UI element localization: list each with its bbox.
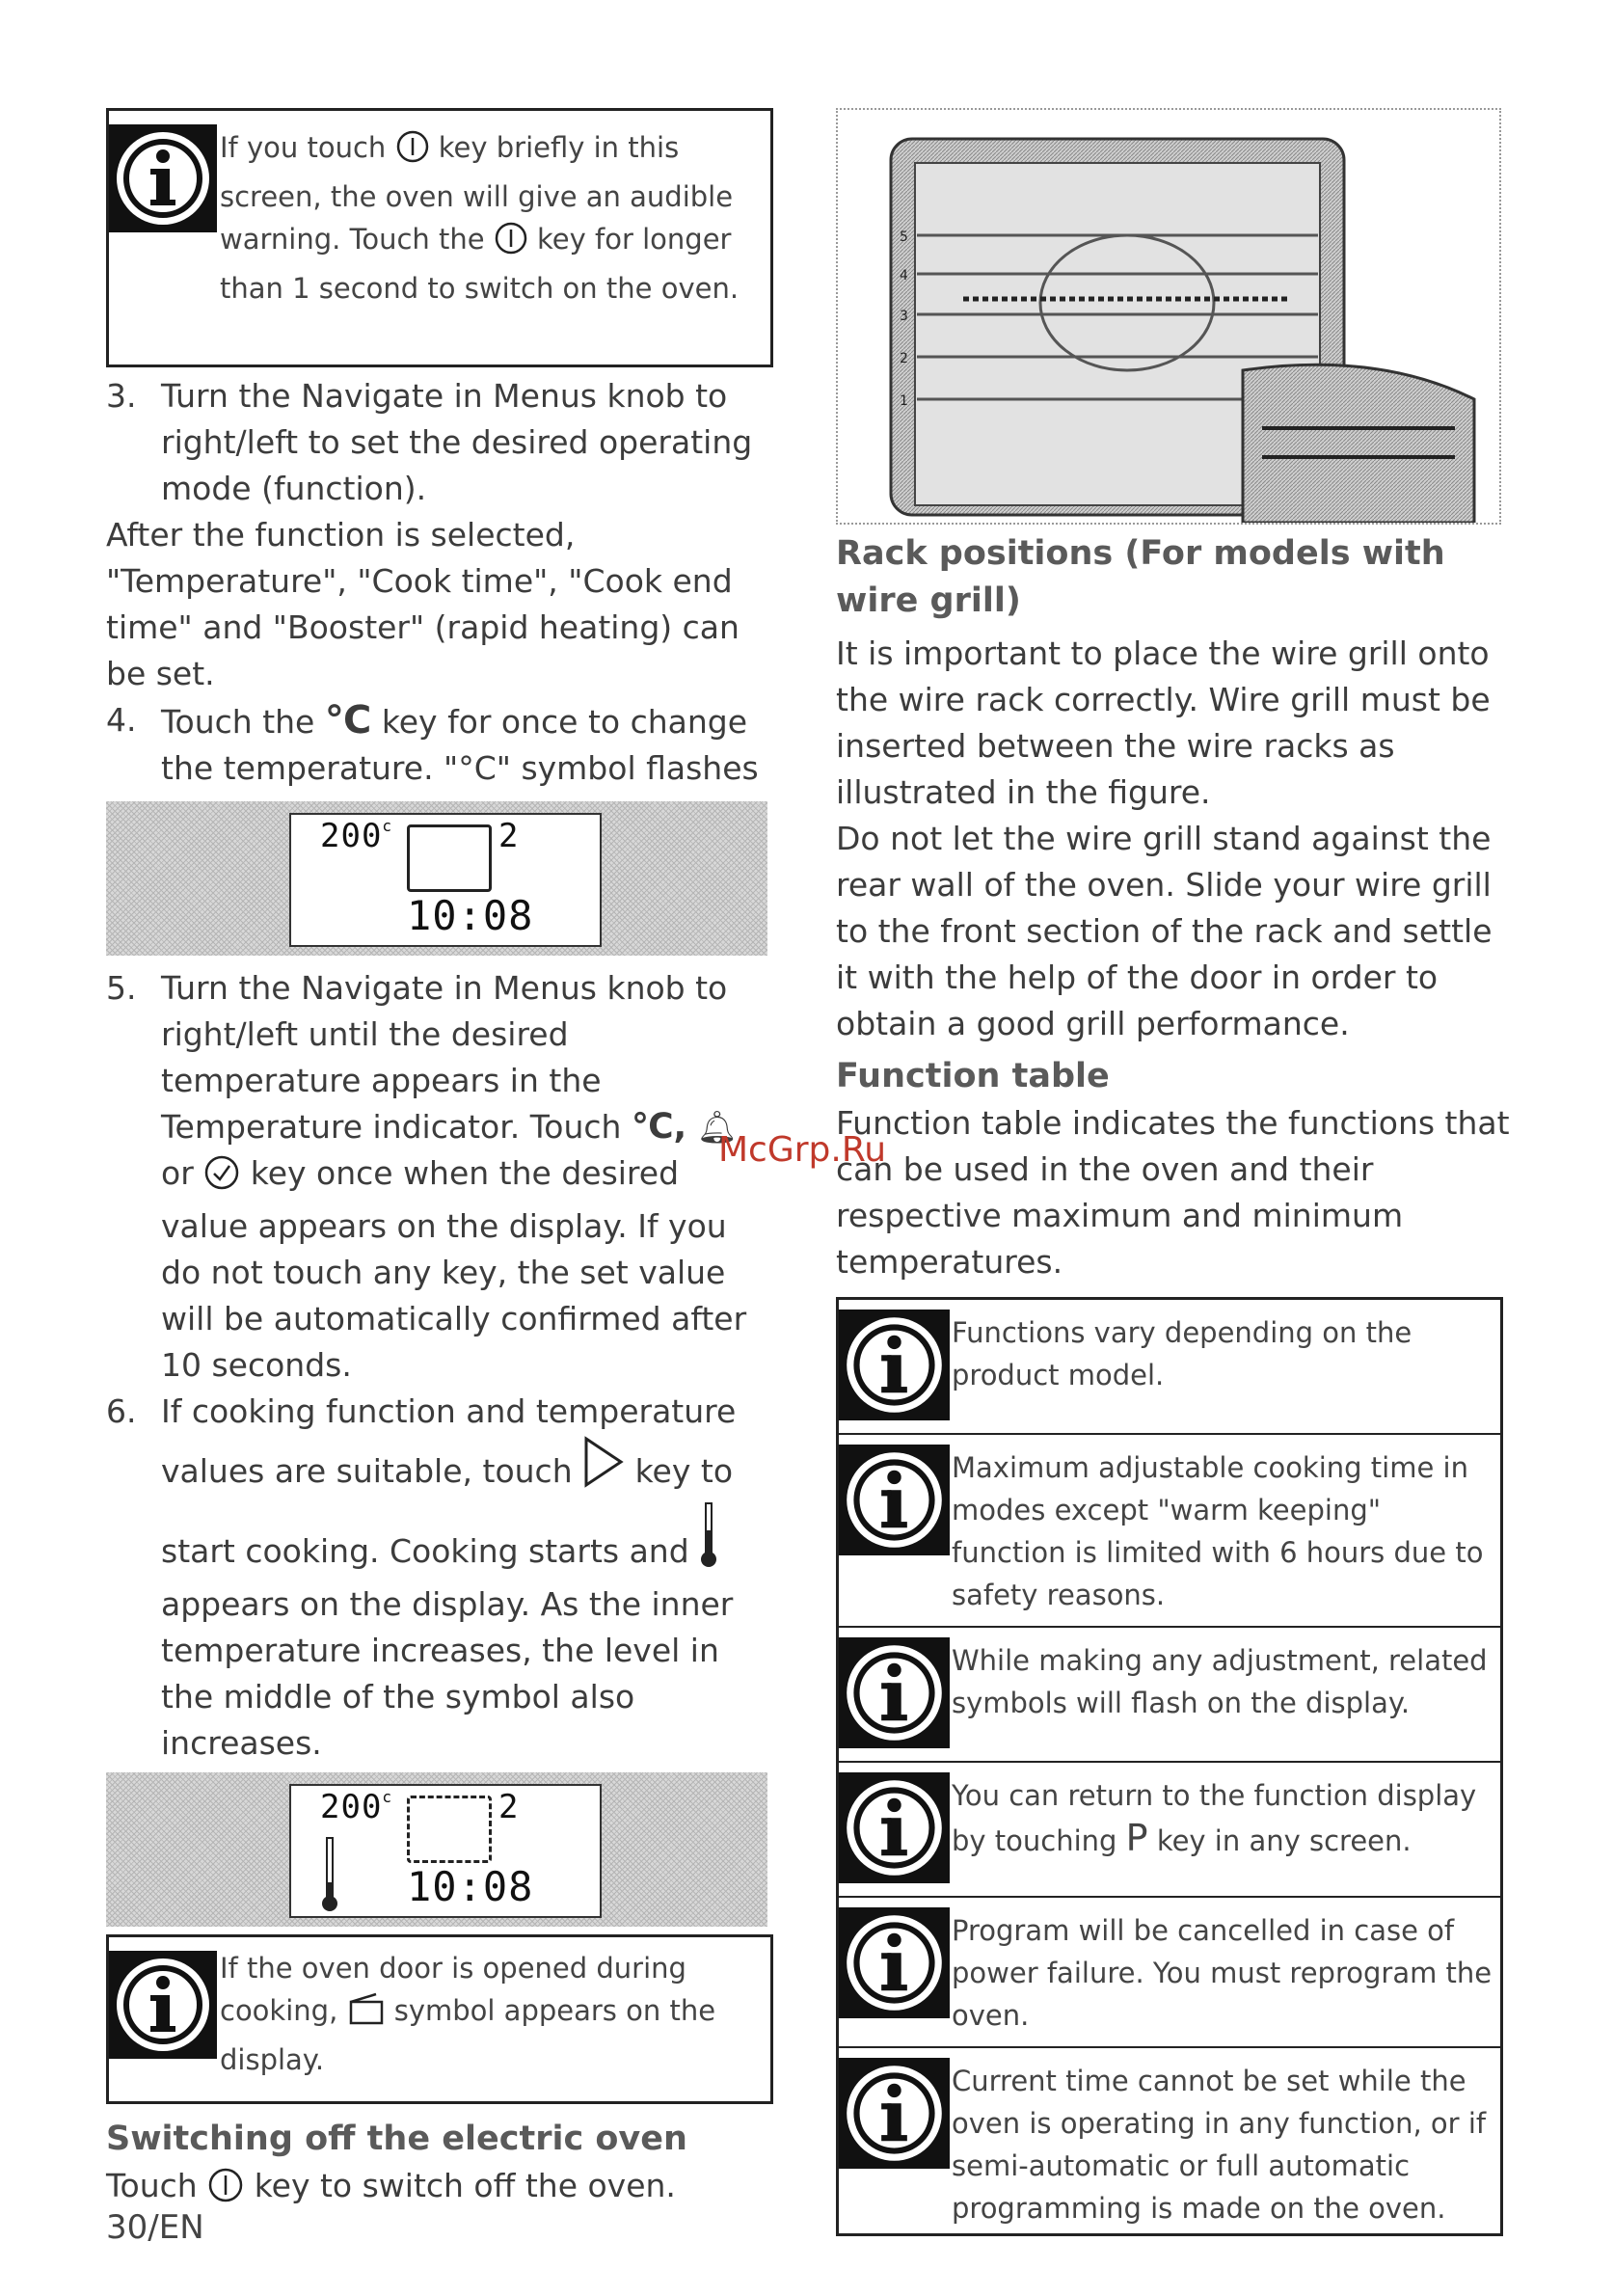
info-text-b: symbol appears on the display. <box>220 1994 716 2076</box>
lcd-display <box>289 813 602 947</box>
lcd-temperature: 200$^c$ <box>320 1788 393 1826</box>
info-icon <box>839 1445 950 1555</box>
display-panel-2 <box>106 1772 767 1927</box>
switch-off-text-b: key to switch off the oven. <box>254 2167 676 2204</box>
oven-symbol-icon <box>407 824 492 892</box>
rack-number: 1 <box>900 393 908 409</box>
p-key-icon: P <box>1125 1817 1148 1859</box>
info-icon <box>109 124 217 232</box>
step-number: 6. <box>106 1392 137 1430</box>
step-or: or <box>161 1154 194 1192</box>
celsius-key-icon: ℃ <box>324 698 372 743</box>
step-text-a: Touch the <box>161 703 315 741</box>
note-text: You can return to the function display by touching P key in any screen. <box>952 1779 1477 1859</box>
info-box-power-key <box>106 108 773 367</box>
step-text-b: key for once to change the temperature. "°C" symbol flashes <box>161 703 759 787</box>
switch-off-paragraph <box>106 2163 771 2216</box>
step-number: 5. <box>106 969 137 1007</box>
step-3 <box>106 373 771 512</box>
lcd-clock: 10:08 <box>407 892 534 939</box>
rack-paragraph-2: Do not let the wire grill stand against the rear wall of the oven. Slide your wire grill to the front section of the rack and settle it with the help of the door in order to obtain a good grill performance. <box>836 820 1493 1042</box>
oven-rack-figure <box>836 108 1501 525</box>
info-text-b: key briefly in this screen, the oven will give an audible warning. Touch the <box>220 131 734 256</box>
watermark: McGrp.Ru <box>718 1130 887 1170</box>
right-column <box>836 108 1516 2236</box>
power-key-icon <box>494 221 528 267</box>
lcd-display <box>289 1784 602 1918</box>
paragraph-after-function: After the function is selected, "Temperature", "Cook time", "Cook end time" and "Booster" (rapid heating) can be set. <box>106 516 740 692</box>
lcd-clock: 10:08 <box>407 1863 534 1910</box>
left-column <box>106 108 771 2216</box>
clock-key-icon <box>203 1154 240 1203</box>
rack-number: 3 <box>900 309 908 324</box>
thermometer-icon <box>699 1501 718 1581</box>
info-icon <box>839 1637 950 1748</box>
start-key-icon <box>582 1435 625 1501</box>
heading-rack-positions: Rack positions (For models with wire grill) <box>836 534 1445 620</box>
step-text-a: Turn the Navigate in Menus knob to right/left until the desired temperature appears in the Temperature indicator. Touch <box>161 969 728 1146</box>
step-text-a: If cooking function and temperature values are suitable, touch <box>161 1392 737 1490</box>
note-text: Maximum adjustable cooking time in modes except "warm keeping" function is limited with 6 hours due to safety reasons. <box>952 1451 1484 1611</box>
info-icon <box>839 1907 950 2018</box>
step-4 <box>106 697 771 792</box>
info-note <box>839 1763 1500 1898</box>
step-text-b: key to start cooking. Cooking starts and <box>161 1452 734 1570</box>
step-6 <box>106 1389 771 1767</box>
step-text-c: appears on the display. As the inner temperature increases, the level in the middle of the symbol also increases. <box>161 1585 734 1762</box>
step-text: Turn the Navigate in Menus knob to right/left to set the desired operating mode (function). <box>161 377 753 507</box>
lcd-temperature: 200$^c$ <box>320 817 393 855</box>
switch-off-text-a: Touch <box>106 2167 198 2204</box>
page-number: 30/EN <box>106 2208 204 2247</box>
info-notes-list <box>836 1297 1503 2236</box>
rack-paragraph-1: It is important to place the wire grill onto the wire rack correctly. Wire grill must be inserted between the wire racks as illustrated in the figure. <box>836 635 1491 811</box>
rack-number: 4 <box>900 268 908 284</box>
heading-function-table: Function table <box>836 1057 1110 1095</box>
info-note <box>839 2048 1500 2233</box>
info-note <box>839 1300 1500 1435</box>
step-text-b: key once when the desired value appears on the display. If you do not touch any key, the set value will be automatically confirmed after 10 seconds. <box>161 1154 747 1384</box>
rack-number: 2 <box>900 351 908 366</box>
bell-key-icon: 🔔︎ <box>696 1108 738 1146</box>
oven-illustration <box>838 110 1499 523</box>
note-text: Program will be cancelled in case of power failure. You must reprogram the oven. <box>952 1914 1493 2032</box>
thermometer-icon <box>320 1836 339 1913</box>
info-icon <box>839 1772 950 1883</box>
lcd-level: 2 <box>498 1788 519 1826</box>
info-icon <box>839 1310 950 1420</box>
step-5 <box>106 965 771 1389</box>
info-note <box>839 1898 1500 2048</box>
rack-number: 5 <box>900 230 908 245</box>
step-number: 4. <box>106 701 137 739</box>
display-panel-1 <box>106 801 767 956</box>
info-note <box>839 1628 1500 1763</box>
info-text-c: key for longer than 1 second to switch on the oven. <box>220 223 740 305</box>
note-text: Functions vary depending on the product model. <box>952 1316 1412 1391</box>
info-box-door <box>106 1934 773 2104</box>
note-text: Current time cannot be set while the oven is operating in any function, or if semi-automatic or full automatic programming is made on the oven. <box>952 2065 1487 2225</box>
info-text-a: If you touch <box>220 131 387 164</box>
function-table-paragraph: Function table indicates the functions that can be used in the oven and their respective maximum and minimum temperatures. <box>836 1104 1510 1281</box>
lcd-level: 2 <box>498 817 519 855</box>
power-key-icon <box>207 2167 244 2216</box>
info-note <box>839 1435 1500 1628</box>
step-number: 3. <box>106 377 137 415</box>
info-icon <box>839 2058 950 2169</box>
door-open-icon <box>347 1992 386 2039</box>
celsius-key-icon: ℃, <box>631 1107 687 1147</box>
info-icon <box>109 1951 217 2059</box>
note-text: While making any adjustment, related symbols will flash on the display. <box>952 1644 1488 1719</box>
heading-switching-off: Switching off the electric oven <box>106 2120 687 2158</box>
info-text-a: If the oven door is opened during cooking, <box>220 1952 686 2027</box>
power-key-icon <box>395 129 430 176</box>
oven-symbol-icon <box>407 1796 492 1863</box>
